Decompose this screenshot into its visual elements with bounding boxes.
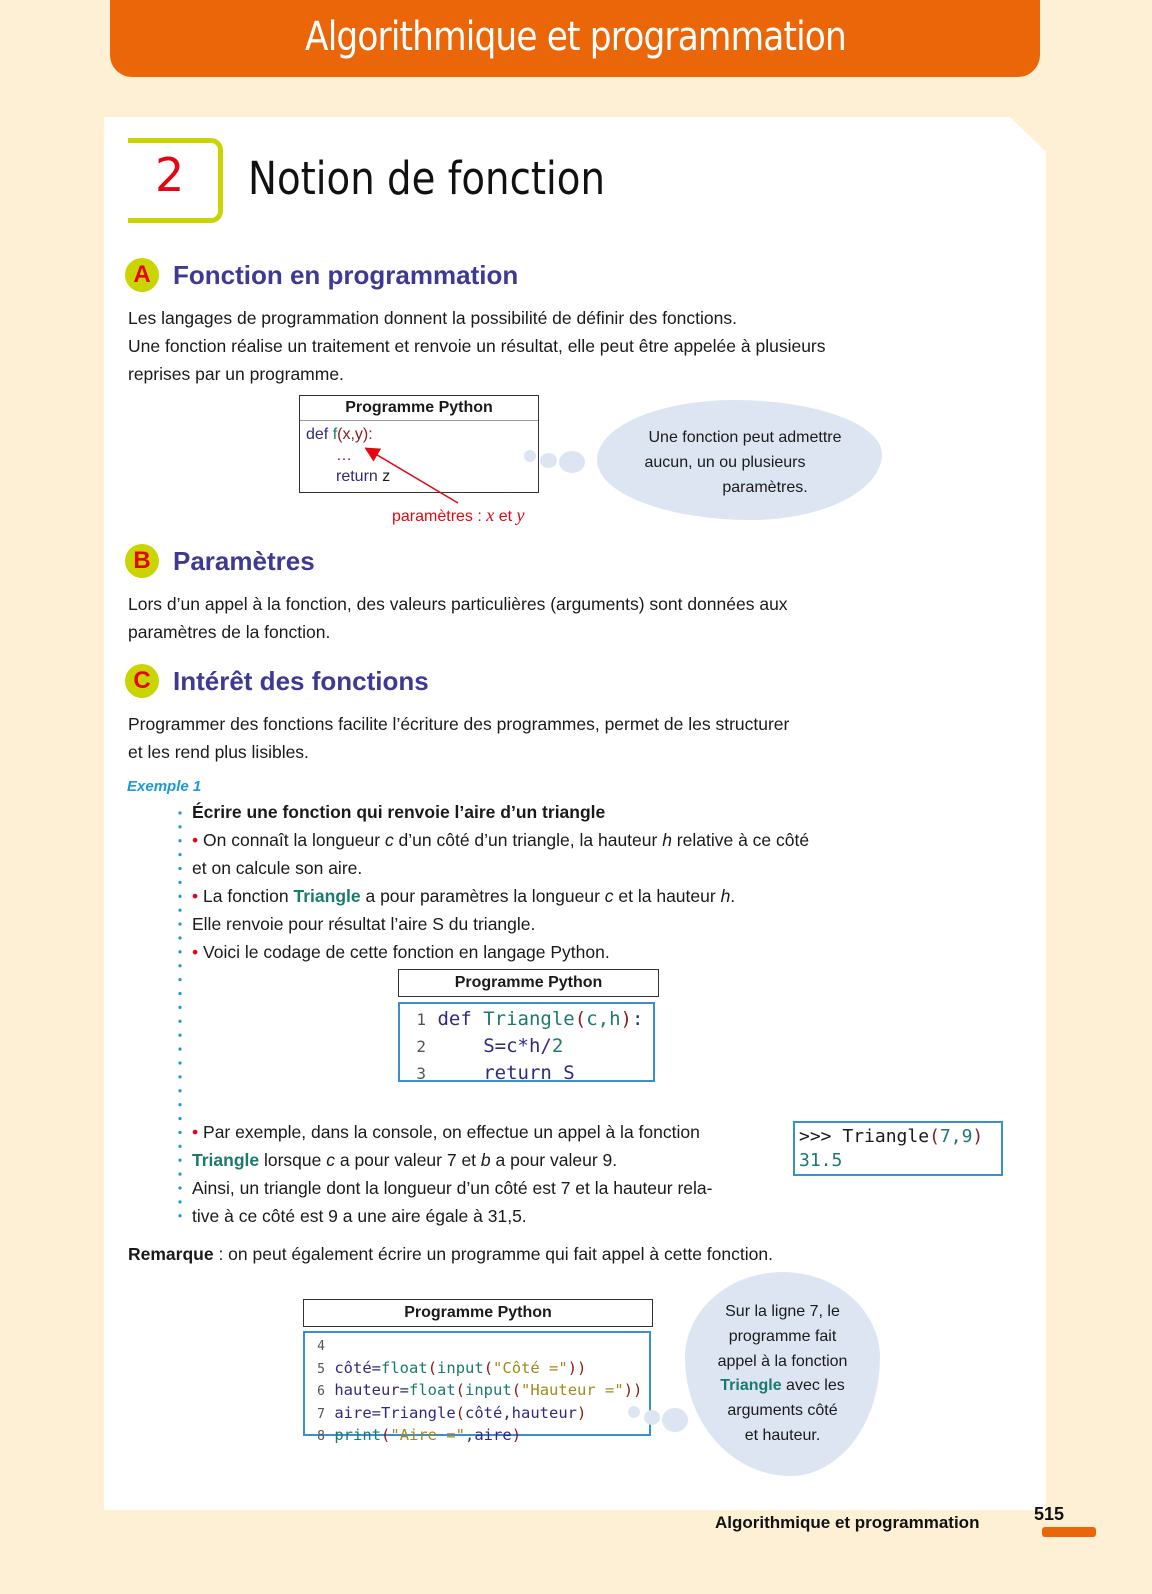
section-a-heading [125, 258, 518, 292]
paragraph-line: reprises par un programme. [128, 364, 344, 384]
console-args: 7,9 [939, 1126, 973, 1147]
example-line: Ainsi, un triangle dont la longueur d’un côté est 7 et la hauteur rela- [192, 1178, 713, 1198]
example-line [192, 938, 872, 966]
example-line: Elle renvoie pour résultat l’aire S du triangle. [192, 914, 536, 934]
code-line [300, 424, 538, 445]
line-number: 3 [416, 1064, 426, 1083]
cloud-line: paramètres. [722, 479, 808, 496]
bullet-icon: • [192, 942, 199, 962]
section-badge: B [125, 544, 159, 578]
function-name: Triangle [293, 886, 361, 906]
thought-bubble-dot [644, 1410, 660, 1425]
code-line: 6 hauteur=float(input("Hauteur =")) [305, 1380, 649, 1403]
cloud-line: arguments côté [727, 1402, 838, 1420]
footer-section-label: Algorithmique et programmation [715, 1513, 980, 1532]
chapter-banner [110, 0, 1040, 77]
annotation-y: y [516, 505, 525, 525]
paragraph-line: Une fonction réalise un traitement et renvoie un résultat, elle peut être appelée à plusieurs [128, 336, 826, 356]
thought-bubble-dot [524, 450, 536, 462]
example-dotted-rule [178, 806, 182, 1226]
example-line-text: Voici le codage de cette fonction en langage Python. [203, 942, 610, 962]
paragraph-line: et les rend plus lisibles. [128, 742, 309, 762]
line-number: 1 [416, 1010, 426, 1029]
section-c-text [128, 710, 789, 766]
console-paren: ( [929, 1126, 940, 1147]
section-c-heading [125, 664, 429, 698]
annotation-x: x [486, 505, 495, 525]
example-body [192, 798, 872, 966]
banner-title: Algorithmique et programmation [304, 13, 846, 60]
cloud-text [620, 425, 870, 500]
section-a-text [128, 304, 826, 388]
page-number-underline [1042, 1527, 1096, 1537]
example-line: Triangle lorsque c a pour valeur 7 et b a pour valeur 9. [192, 1150, 618, 1170]
code-function: f [332, 426, 338, 443]
cloud-line: Une fonction peut admettre [648, 429, 842, 446]
cloud-line: et hauteur. [744, 1426, 821, 1444]
console-paren: ) [972, 1126, 984, 1147]
code-ellipsis: … [336, 447, 352, 464]
python-console [793, 1121, 1003, 1176]
example-label: Exemple 1 [127, 778, 202, 795]
section-b-heading [125, 544, 315, 578]
parameters-annotation [392, 505, 525, 526]
cloud-line: appel à la fonction [717, 1352, 848, 1370]
cloud-text [695, 1300, 870, 1449]
bullet-icon: • [192, 1122, 199, 1142]
cloud-line: programme fait [728, 1327, 837, 1345]
example-line: et on calcule son aire. [192, 858, 363, 878]
paragraph-line: paramètres de la fonction. [128, 622, 331, 642]
chapter-number: 2 [155, 148, 185, 202]
line-number: 6 [317, 1384, 325, 1399]
line-number: 7 [317, 1406, 325, 1422]
console-call [799, 1125, 1001, 1149]
section-title: Fonction en programmation [173, 259, 519, 290]
section-b-text [128, 590, 788, 646]
code-box-header: Programme Python [300, 396, 538, 421]
example-line: • La fonction Triangle a pour paramètres la longueur c et la hauteur h. [192, 886, 736, 906]
console-fn: Triangle [842, 1126, 930, 1147]
example-title: Écrire une fonction qui renvoie l’aire d’un triangle [192, 802, 606, 822]
remark-text: : on peut également écrire un programme qui fait appel à cette fonction. [213, 1244, 773, 1264]
cloud-line [695, 1374, 870, 1399]
section-badge: A [125, 258, 159, 292]
annotation-et: et [494, 508, 517, 525]
paragraph-line: Les langages de programmation donnent la possibilité de définir des fonctions. [128, 308, 737, 328]
code-keyword: def [306, 426, 329, 443]
code-keyword: return [336, 468, 378, 485]
function-name: Triangle [720, 1377, 782, 1395]
code-line: 5 côté=float(input("Côté =")) [305, 1358, 649, 1381]
code-line: 2 S=c*h/2 [400, 1033, 653, 1060]
cloud-line: aucun, un ou plusieurs [644, 454, 806, 471]
example-line [192, 1118, 777, 1146]
thought-bubble-dot [662, 1408, 688, 1432]
example-line: tive à ce côté est 9 a une aire égale à 31,5. [192, 1206, 527, 1226]
code-box-header: Programme Python [303, 1299, 653, 1327]
function-name: Triangle [192, 1150, 260, 1170]
remark [128, 1240, 773, 1268]
section-badge: C [125, 664, 159, 698]
section-title: Paramètres [173, 545, 315, 576]
thought-bubble-dot [628, 1406, 640, 1418]
cloud-line: Sur la ligne 7, le [725, 1303, 840, 1320]
cloud-line-text: avec les [781, 1377, 845, 1395]
paragraph-line: Lors d’un appel à la fonction, des valeurs particulières (arguments) sont données aux [128, 594, 788, 614]
code-line [305, 1335, 649, 1358]
line-number: 5 [317, 1361, 325, 1377]
code-editor-triangle [398, 1002, 655, 1082]
code-line: 7 aire=Triangle(côté,hauteur) [305, 1403, 649, 1426]
paragraph-line: Programmer des fonctions facilite l’écriture des programmes, permet de les structurer [128, 714, 790, 734]
bullet-icon: • [192, 886, 199, 906]
line-number: 2 [416, 1037, 426, 1056]
annotation-label: paramètres : [392, 508, 487, 525]
remark-label: Remarque [128, 1244, 214, 1264]
example-console-text [192, 1118, 777, 1230]
thought-bubble-dot [540, 453, 557, 468]
code-box-header: Programme Python [398, 969, 659, 997]
page-number: 515 [1034, 1504, 1065, 1524]
line-number: 4 [317, 1339, 325, 1354]
code-value: z [382, 468, 391, 485]
arrow-icon [355, 443, 465, 508]
line-number: 8 [317, 1429, 325, 1444]
bullet-icon: • [192, 830, 199, 850]
page-title: Notion de fonction [248, 152, 605, 205]
code-args: (x,y): [337, 426, 373, 443]
console-prompt: >>> [799, 1126, 843, 1147]
code-line: 3 return S [400, 1060, 653, 1087]
example-line: • On connaît la longueur c d’un côté d’un triangle, la hauteur h relative à ce côté [192, 830, 810, 850]
section-title: Intérêt des fonctions [173, 665, 429, 696]
console-result: 31.5 [799, 1150, 843, 1171]
code-line: 8 print("Aire =",aire) [305, 1425, 649, 1448]
code-editor-main-program [303, 1331, 651, 1444]
example-line-text: Par exemple, dans la console, on effectue un appel à la fonction [203, 1122, 700, 1142]
code-line: 1 def Triangle(c,h): [400, 1006, 653, 1033]
